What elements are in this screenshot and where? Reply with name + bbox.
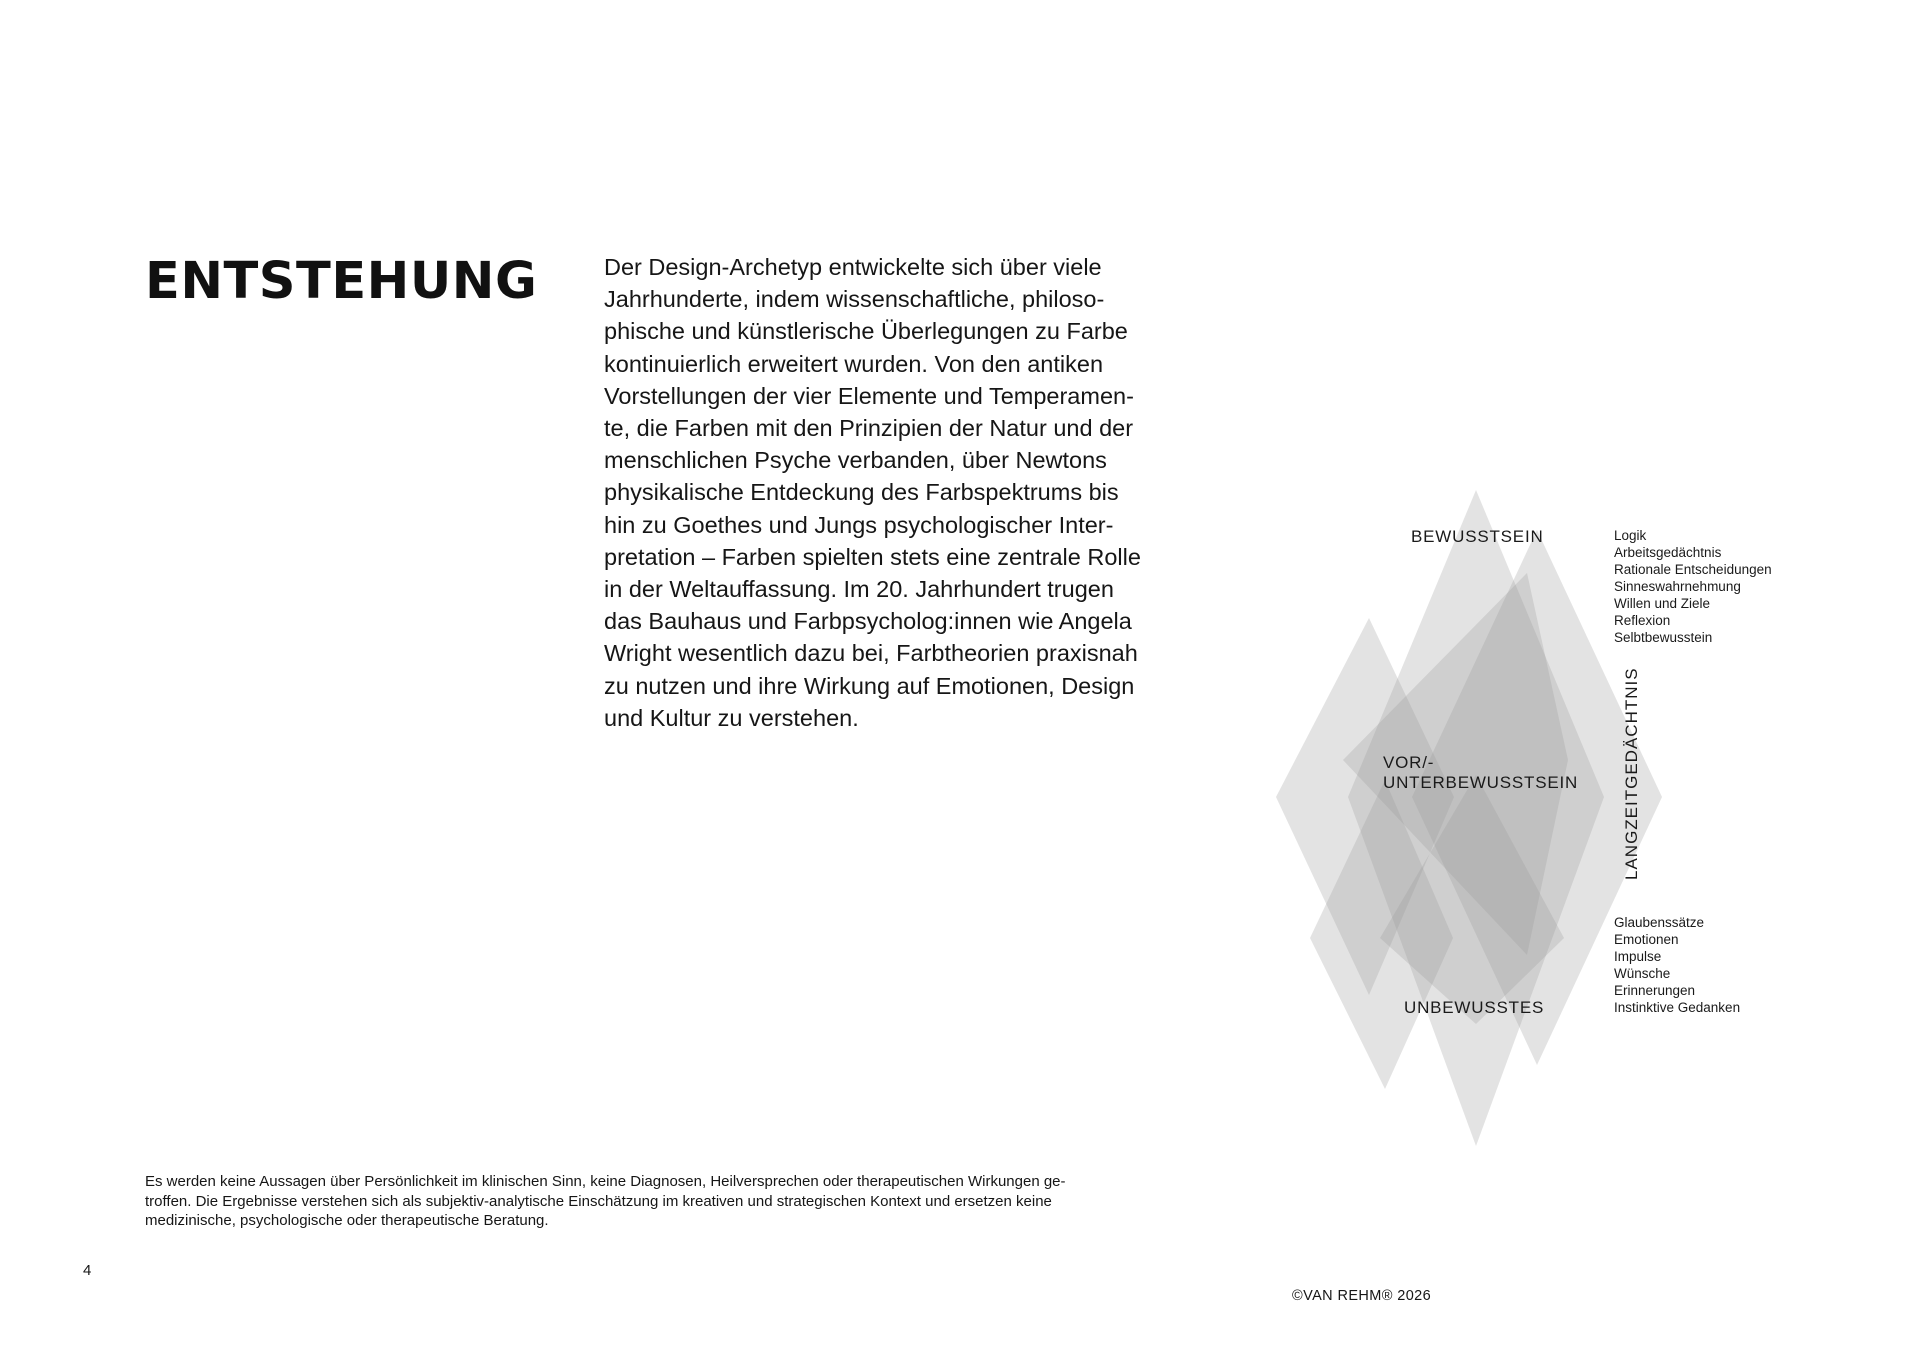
body-line: Jahrhunderte, indem wissenschaftliche, philoso- [604, 286, 1105, 313]
body-line: physikalische Entdeckung des Farbspektrums bis [604, 479, 1119, 506]
disclaimer-line: Es werden keine Aussagen über Persönlichkeit im klinischen Sinn, keine Diagnosen, Heilversprechen oder therapeutischen Wirkungen ge- [145, 1173, 1066, 1190]
page-number: 4 [83, 1262, 92, 1279]
body-line: menschlichen Psyche verbanden, über Newtons [604, 447, 1107, 474]
list-item: Wünsche [1614, 966, 1671, 981]
body-line: kontinuierlich erweitert wurden. Von den antiken [604, 350, 1104, 377]
list-item: Arbeitsgedächtnis [1614, 545, 1722, 560]
body-line: und Kultur zu verstehen. [604, 704, 859, 731]
body-line: Vorstellungen der vier Elemente und Temperamen- [604, 382, 1134, 409]
body-line: pretation – Farben spielten stets eine zentrale Rolle [604, 543, 1141, 570]
diamond-left [1276, 618, 1454, 995]
list-item: Erinnerungen [1614, 983, 1696, 998]
disclaimer-line: troffen. Die Ergebnisse verstehen sich als subjektiv-analytische Einschätzung im kreativen und strategischen Kontext und ersetzen keine [145, 1192, 1052, 1210]
body-line: zu nutzen und ihre Wirkung auf Emotionen, Design [604, 672, 1135, 699]
list-item: Instinktive Gedanken [1614, 1000, 1741, 1015]
diamond-main [1348, 490, 1604, 1146]
label-vor-line: UNTERBEWUSSTSEIN [1383, 773, 1579, 792]
diamond-group [1276, 490, 1662, 1146]
body-line: hin zu Goethes und Jungs psychologischer Inter- [604, 511, 1114, 538]
body-line: in der Weltauffassung. Im 20. Jahrhundert trugen [604, 576, 1114, 603]
list-item: Glaubenssätze [1614, 915, 1705, 930]
diamond-lower-center [1380, 775, 1564, 1024]
list-item: Impulse [1614, 949, 1662, 964]
label-langzeitgedaechtnis: LANGZEITGEDÄCHTNIS [1622, 667, 1641, 880]
list-item: Sinneswahrnehmung [1614, 579, 1741, 594]
list-item: Emotionen [1614, 932, 1679, 947]
list-item: Selbtbewusstein [1614, 630, 1713, 645]
copyright: ©VAN REHM® 2026 [1292, 1288, 1432, 1304]
disclaimer [145, 1172, 1185, 1231]
body-paragraph [604, 251, 1184, 734]
label-vor-unterbewusstsein [1383, 753, 1578, 793]
label-unbewusstes: UNBEWUSSTES [1404, 998, 1545, 1017]
label-vor-line: VOR/- [1383, 753, 1435, 772]
body-line: das Bauhaus und Farbpsycholog:innen wie Angela [604, 608, 1132, 635]
list-item: Reflexion [1614, 613, 1671, 628]
label-bewusstsein: BEWUSSTSEIN [1411, 527, 1544, 546]
list-item: Rationale Entscheidungen [1614, 562, 1772, 577]
conscious-traits-list [1614, 527, 1772, 646]
list-item: Willen und Ziele [1614, 596, 1711, 611]
body-line: phische und künstlerische Überlegungen zu Farbe [604, 318, 1128, 345]
list-item: Logik [1614, 528, 1647, 543]
body-line: Wright wesentlich dazu bei, Farbtheorien praxisnah [604, 640, 1138, 667]
diamond-lower-left [1310, 780, 1453, 1089]
disclaimer-line: medizinische, psychologische oder therapeutische Beratung. [145, 1212, 549, 1229]
page-title: ENTSTEHUNG [145, 252, 538, 311]
body-line: te, die Farben mit den Prinzipien der Natur und der [604, 415, 1134, 442]
unconscious-traits-list [1614, 914, 1740, 1016]
body-line: Der Design-Archetyp entwickelte sich über viele [604, 254, 1102, 280]
